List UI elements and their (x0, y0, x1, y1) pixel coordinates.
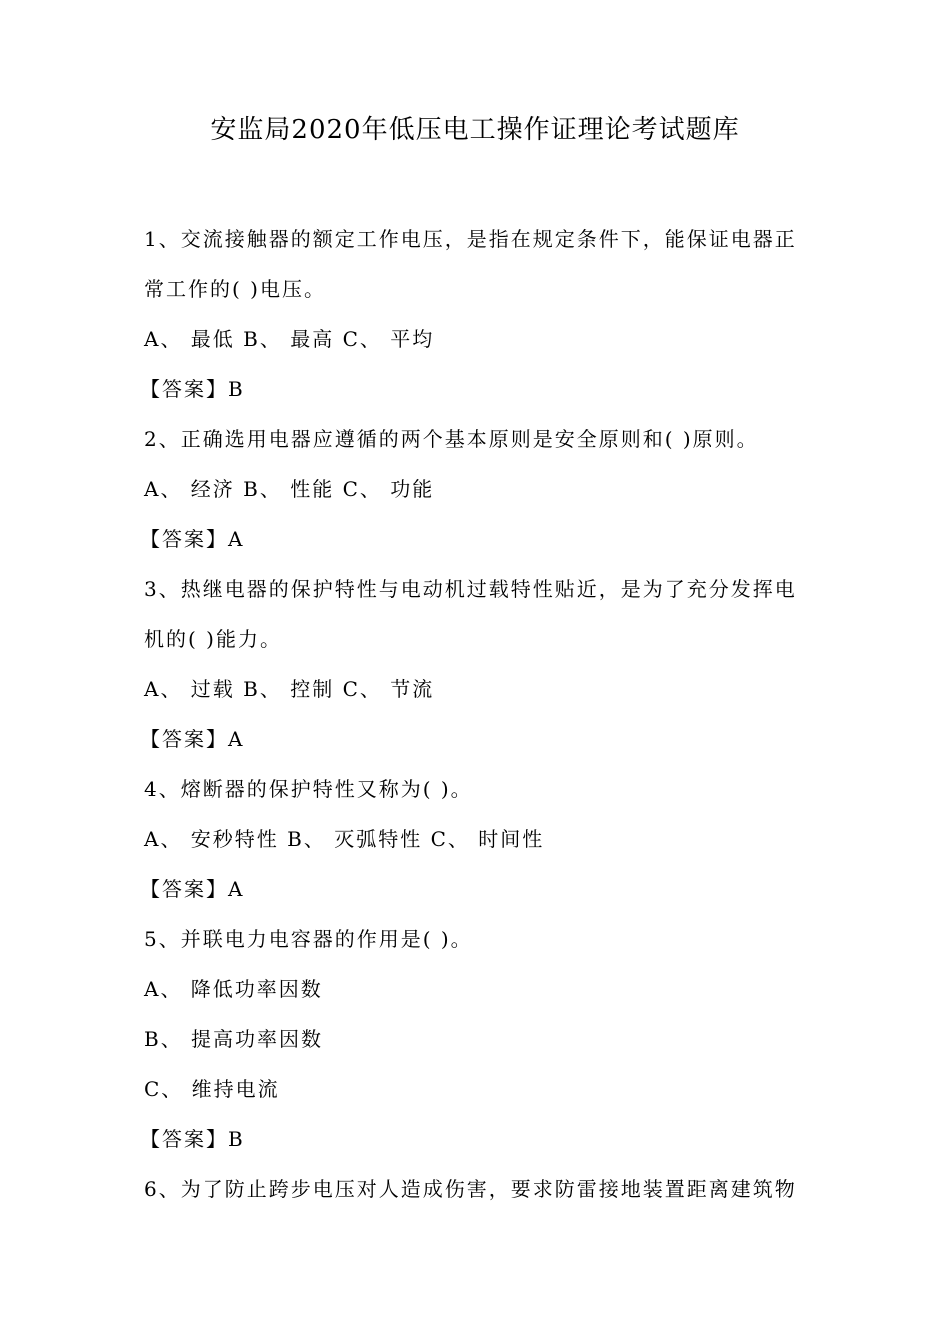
question-4-answer: 【答案】A (140, 877, 245, 901)
question-1-line-2: 常工作的( )电压。 (144, 277, 326, 301)
question-5-option-a: A、 降低功率因数 (144, 977, 323, 1001)
document-title: 安监局2020年低压电工操作证理论考试题库 (210, 115, 740, 145)
question-4-line-1: 4、熔断器的保护特性又称为( )。 (144, 777, 473, 801)
question-5-option-b: B、 提高功率因数 (144, 1027, 324, 1051)
question-5-answer: 【答案】B (140, 1127, 245, 1151)
question-3-line-2: 机的( )能力。 (144, 627, 282, 651)
question-3-options: A、 过载 B、 控制 C、 节流 (144, 677, 435, 701)
question-3-answer: 【答案】A (140, 727, 245, 751)
question-1-options: A、 最低 B、 最高 C、 平均 (144, 327, 435, 351)
question-3-line-1: 3、热继电器的保护特性与电动机过载特性贴近，是为了充分发挥电 (144, 577, 797, 601)
question-2-answer: 【答案】A (140, 527, 245, 551)
question-1-line-1: 1、交流接触器的额定工作电压，是指在规定条件下，能保证电器正 (144, 227, 797, 251)
question-2-line-1: 2、正确选用电器应遵循的两个基本原则是安全原则和( )原则。 (144, 427, 759, 451)
question-1-answer: 【答案】B (140, 377, 245, 401)
question-list (140, 214, 814, 1214)
question-6-line-1: 6、为了防止跨步电压对人造成伤害，要求防雷接地装置距离建筑物 (144, 1177, 797, 1201)
question-5-option-c: C、 维持电流 (144, 1077, 280, 1101)
question-5-line-1: 5、并联电力电容器的作用是( )。 (144, 927, 473, 951)
question-4-options: A、 安秒特性 B、 灭弧特性 C、 时间性 (144, 827, 545, 851)
question-2-options: A、 经济 B、 性能 C、 功能 (144, 477, 435, 501)
